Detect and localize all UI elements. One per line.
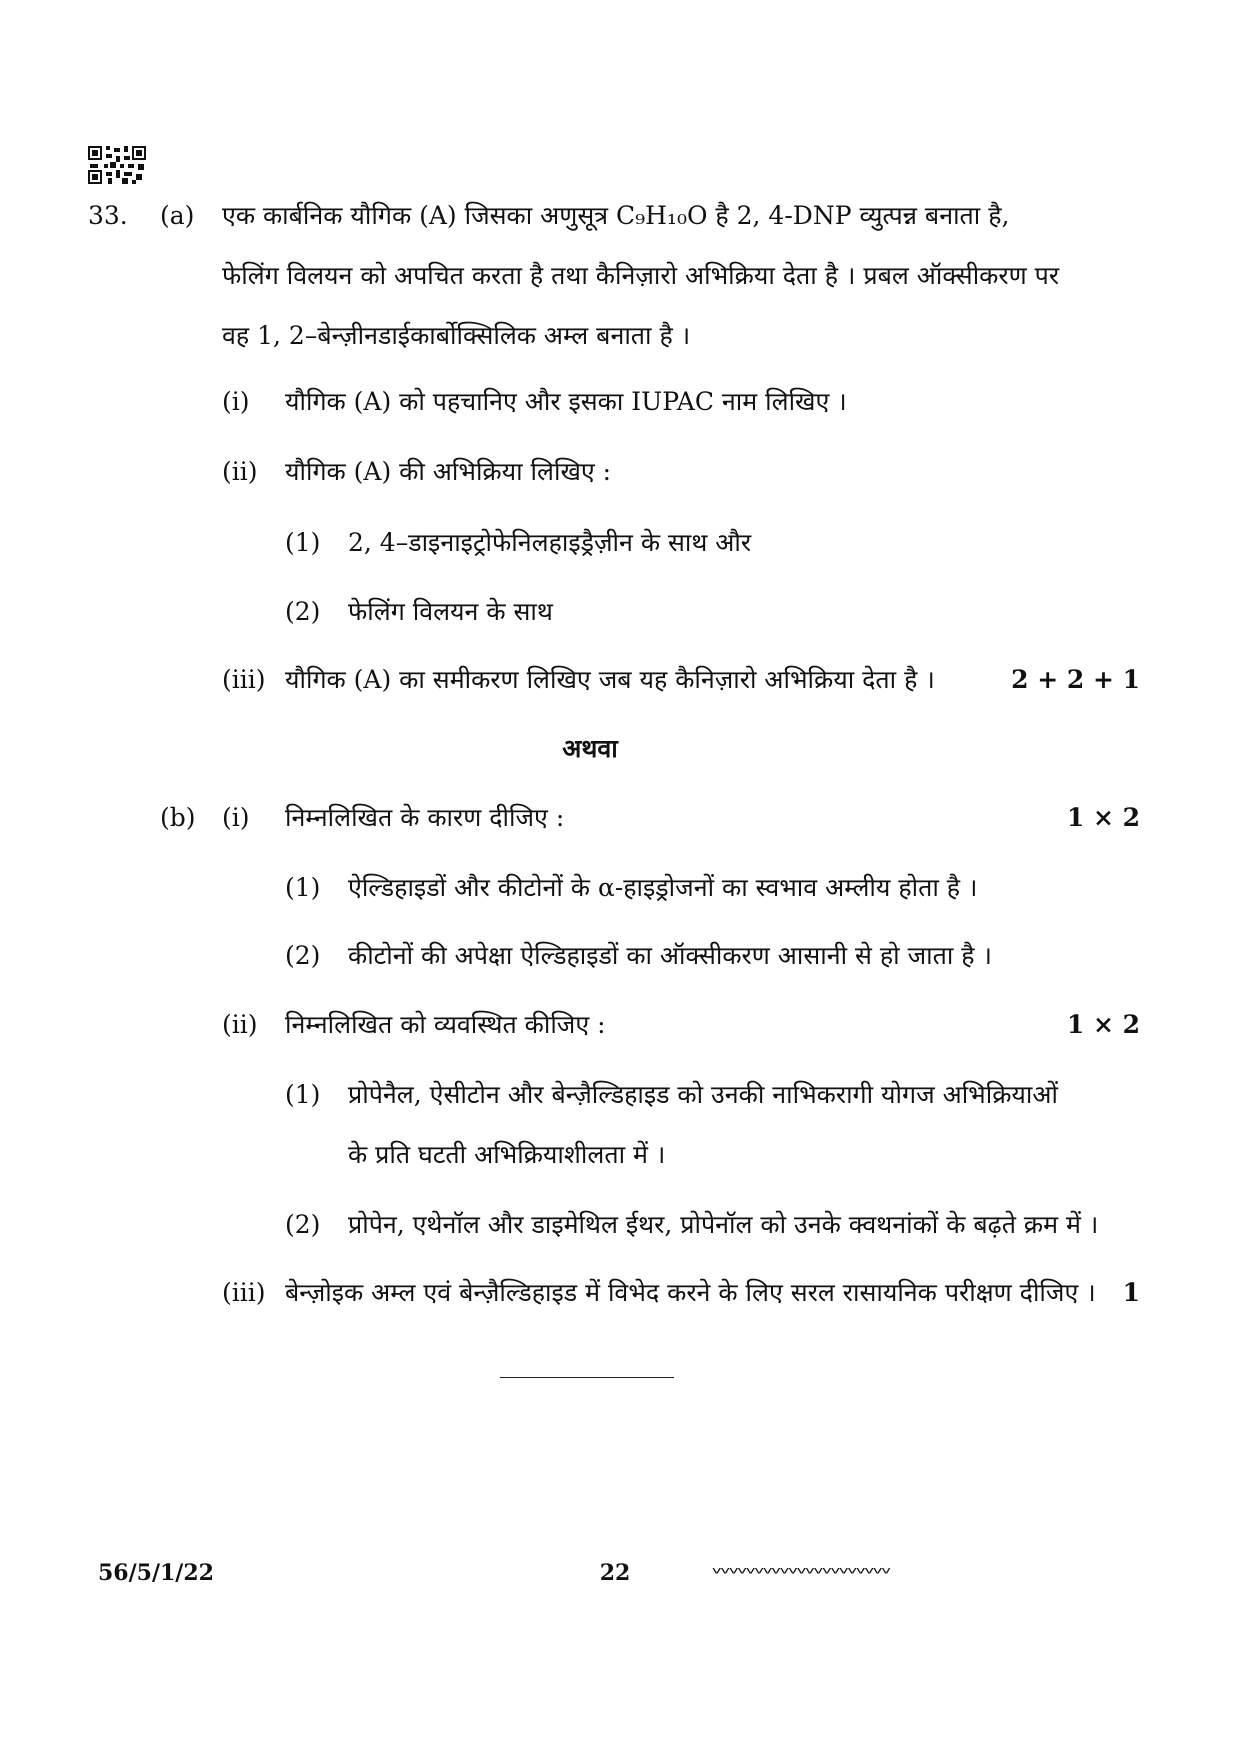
part-a-iii-text: यौगिक (A) का समीकरण लिखिए जब यह कैनिज़ारो अभिक्रिया देता है । [285,665,935,694]
part-b-label: (b) [160,803,196,832]
wave-decoration: ʌʌʌʌʌʌʌʌʌʌʌʌʌʌʌʌʌʌʌʌʌ [712,1565,890,1578]
part-b-i-text: निम्नलिखित के कारण दीजिए : [285,803,565,832]
part-b-i-label: (i) [222,803,250,832]
part-a-ii-1-label: (1) [285,528,321,557]
part-b-ii-text: निम्नलिखित को व्यवस्थित कीजिए : [285,1010,606,1039]
part-a-stem-line-3: वह 1, 2–बेन्ज़ीनडाईकार्बोक्सिलिक अम्ल बनाता है । [222,321,691,350]
part-a-ii-label: (ii) [222,457,258,486]
part-b-i-marks: 1 × 2 [1066,803,1140,832]
part-b-ii-1-label: (1) [285,1080,321,1109]
part-b-i-2-text: कीटोनों की अपेक्षा ऐल्डिहाइडों का ऑक्सीकरण आसानी से हो जाता है । [348,941,992,970]
end-divider [500,1377,674,1378]
part-a-ii-2-text: फेलिंग विलयन के साथ [348,597,553,626]
part-a-stem-line-2: फेलिंग विलयन को अपचित करता है तथा कैनिज़ारो अभिक्रिया देता है । प्रबल ऑक्सीकरण पर [222,261,1060,290]
part-a-stem-line-1: एक कार्बनिक यौगिक (A) जिसका अणुसूत्र C₉H₁₀O है 2, 4-DNP व्युत्पन्न बनाता है, [222,201,1010,230]
part-b-i-1-text: ऐल्डिहाइडों और कीटोनों के α-हाइड्रोजनों का स्वभाव अम्लीय होता है । [348,873,978,902]
or-separator: अथवा [562,734,618,763]
part-b-ii-2-text: प्रोपेन, एथेनॉल और डाइमेथिल ईथर, प्रोपेनॉल को उनके क्वथनांकों के बढ़ते क्रम में । [348,1210,1099,1239]
part-b-ii-label: (ii) [222,1010,258,1039]
qr-code-icon [88,146,146,184]
part-a-iii-label: (iii) [222,665,266,694]
part-b-iii-label: (iii) [222,1278,266,1307]
part-b-i-2-label: (2) [285,941,321,970]
page-number: 22 [599,1560,631,1586]
paper-code: 56/5/1/22 [98,1560,214,1586]
part-a-i-text: यौगिक (A) को पहचानिए और इसका IUPAC नाम लिखिए । [285,387,847,416]
part-a-i-label: (i) [222,387,250,416]
part-a-ii-2-label: (2) [285,597,321,626]
question-number: 33. [88,201,128,230]
part-a-ii-1-text: 2, 4–डाइनाइट्रोफेनिलहाइड्रैज़ीन के साथ और [348,528,752,557]
part-a-label: (a) [160,201,195,230]
part-b-ii-2-label: (2) [285,1210,321,1239]
part-b-ii-marks: 1 × 2 [1066,1010,1140,1039]
part-b-i-1-label: (1) [285,873,321,902]
part-b-ii-1-text-line-2: के प्रति घटती अभिक्रियाशीलता में । [348,1140,666,1169]
part-b-iii-marks: 1 [1122,1278,1140,1307]
part-b-iii-text: बेन्ज़ोइक अम्ल एवं बेन्ज़ैल्डिहाइड में विभेद करने के लिए सरल रासायनिक परीक्षण दीजिए । [285,1278,1096,1307]
part-a-ii-text: यौगिक (A) की अभिक्रिया लिखिए : [285,457,612,486]
part-a-marks: 2 + 2 + 1 [1011,665,1140,694]
part-b-ii-1-text-line-1: प्रोपेनैल, ऐसीटोन और बेन्ज़ैल्डिहाइड को उनकी नाभिकरागी योगज अभिक्रियाओं [348,1080,1058,1109]
